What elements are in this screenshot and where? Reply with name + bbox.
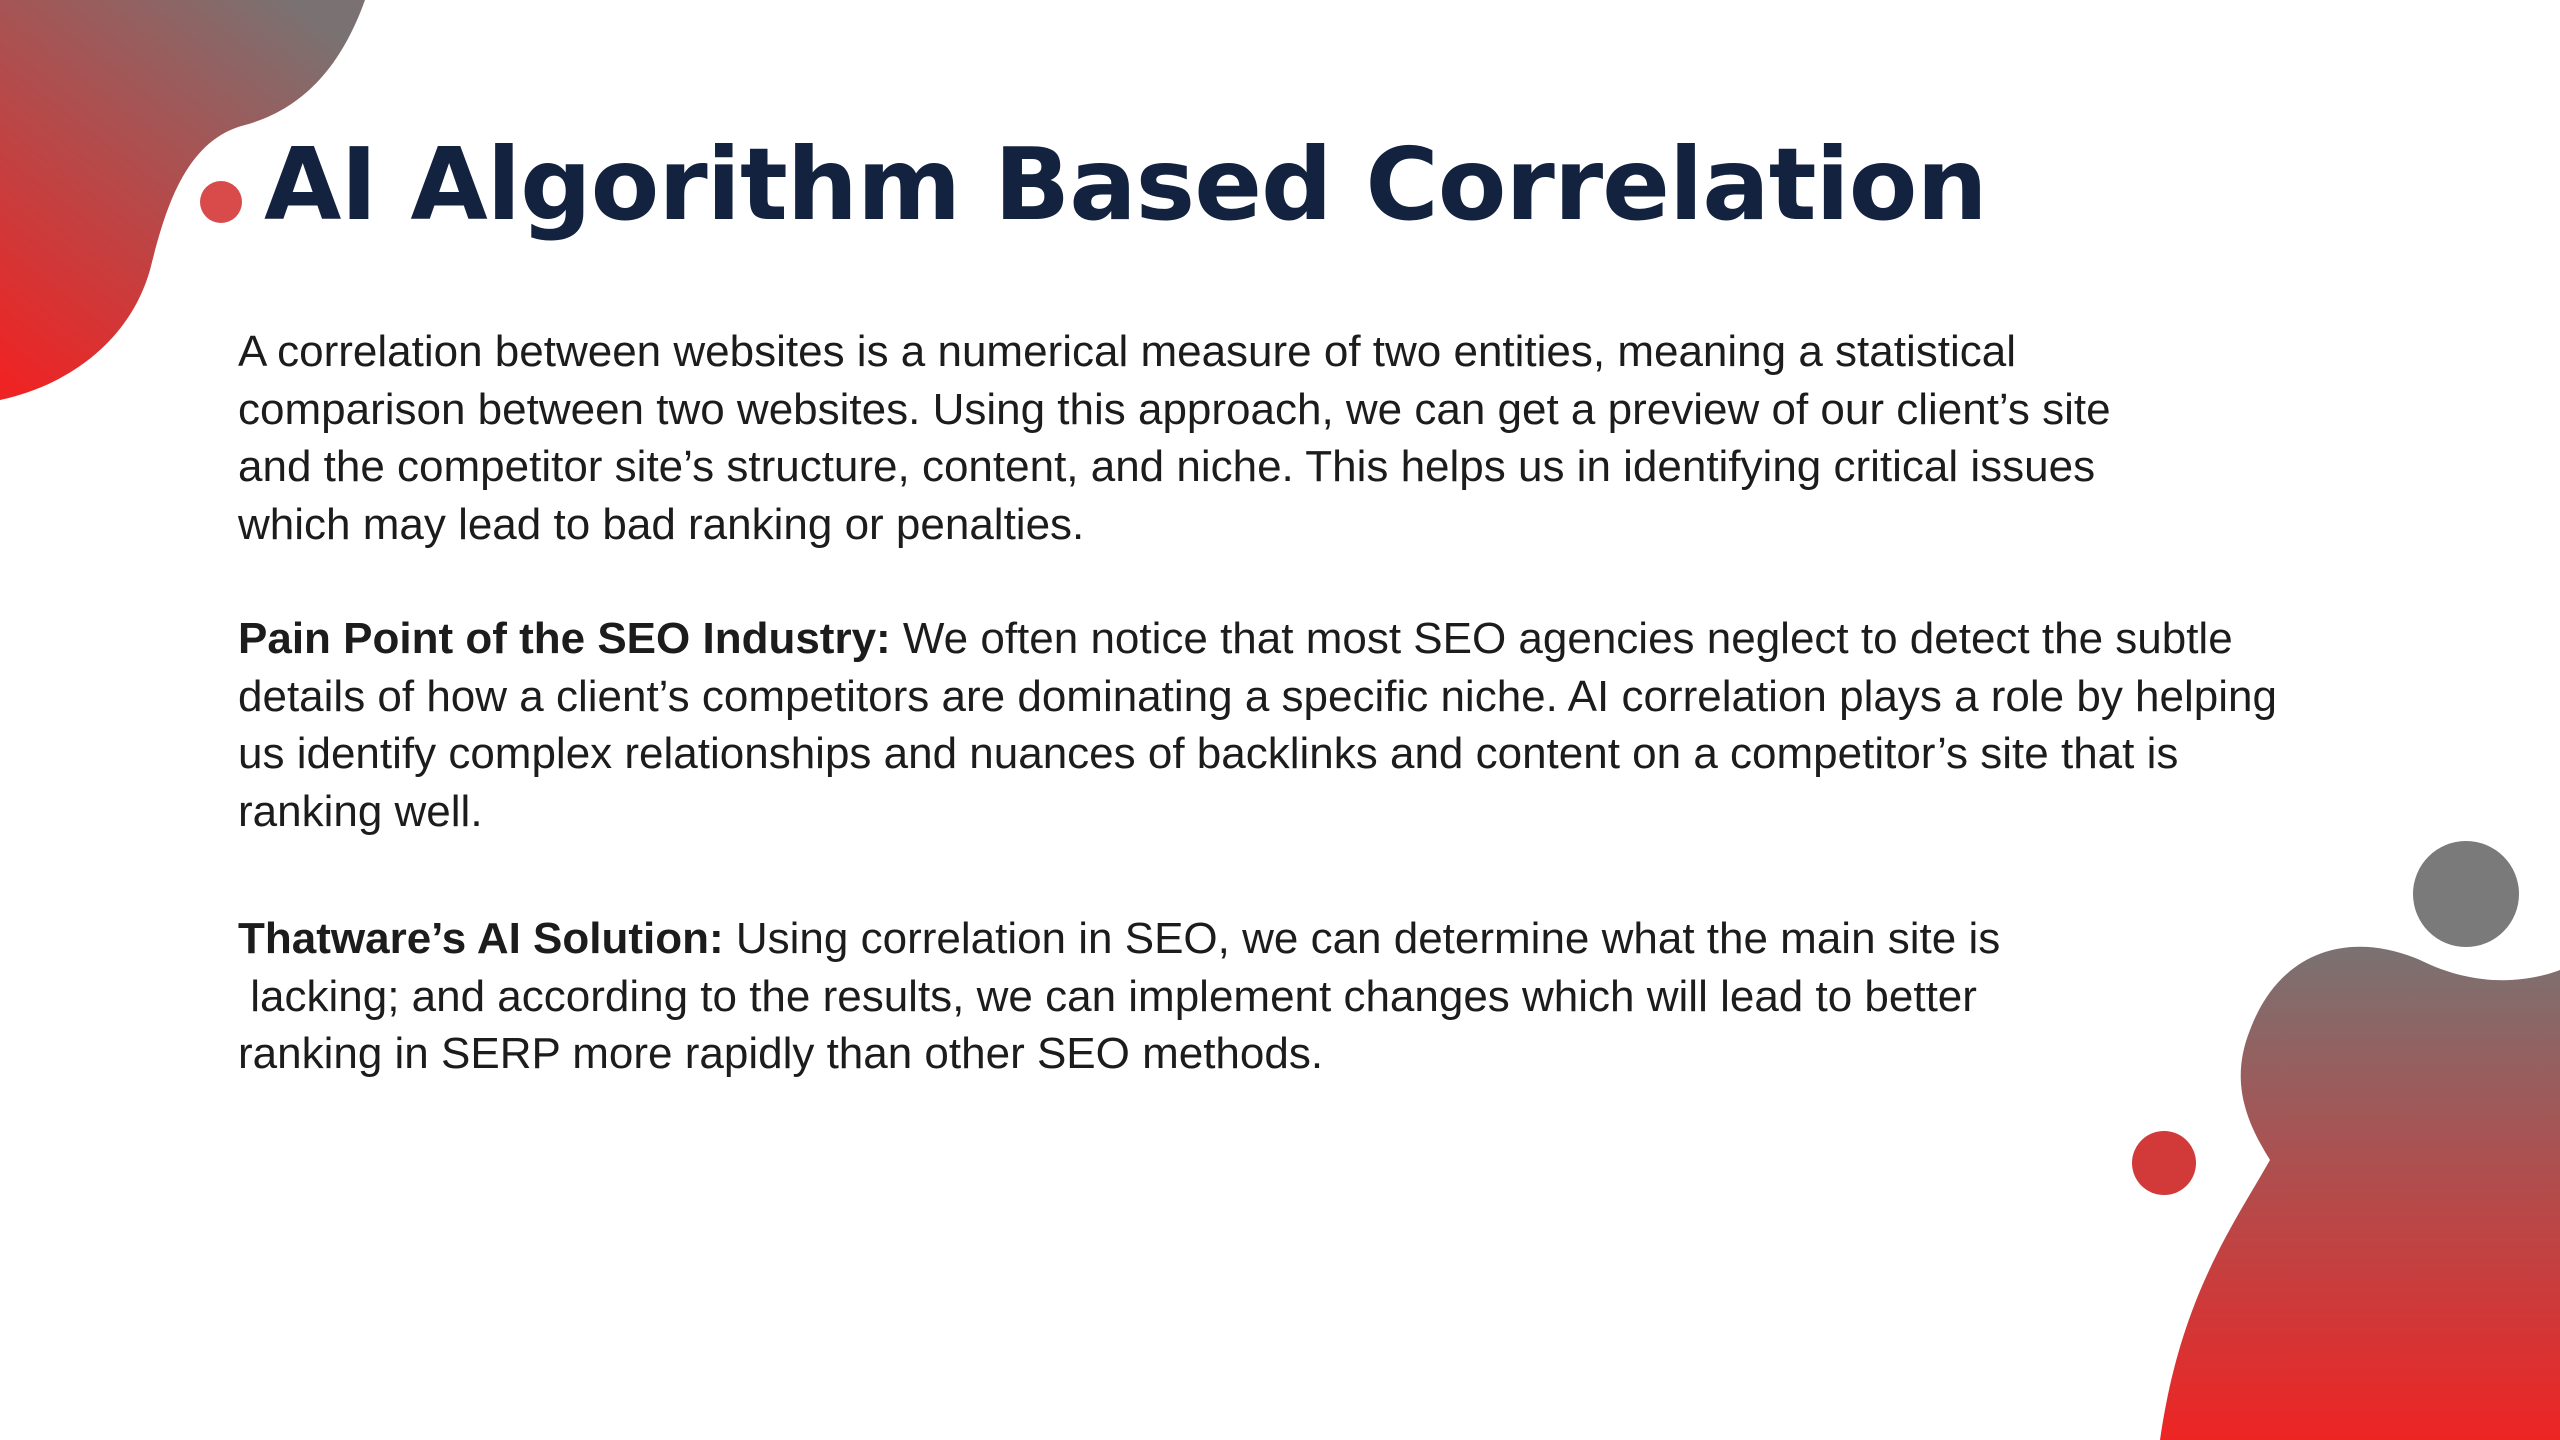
paragraph-pain-point [238,610,2478,840]
paragraph-line: which may lead to bad ranking or penalties. [238,499,1085,549]
paragraph-line: lacking; and according to the results, we can implement changes which will lead to better [238,971,1977,1021]
slide-title: AI Algorithm Based Correlation [264,126,1987,243]
red-circle [2132,1131,2196,1195]
paragraph-line: comparison between two websites. Using this approach, we can get a preview of our client’s site [238,384,2111,434]
paragraph-line: us identify complex relationships and nuances of backlinks and content on a competitor’s site that is [238,729,2179,778]
title-row [200,120,1987,250]
slide-content [238,323,2478,1083]
paragraph-line [238,910,2478,968]
paragraph-line: A correlation between websites is a numerical measure of two entities, meaning a statistical [238,327,2016,376]
paragraph-line: ranking well. [238,786,483,836]
paragraph-ai-solution [238,910,2478,1083]
paragraph-line-text: Using correlation in SEO, we can determine what the main site is [723,914,2001,963]
paragraph-line: ranking in SERP more rapidly than other SEO methods. [238,1029,1324,1078]
paragraph-line: details of how a client’s competitors are dominating a specific niche. AI correlation plays a role by helping [238,671,2277,721]
pain-point-heading: Pain Point of the SEO Industry: [238,614,891,663]
paragraph-line: and the competitor site’s structure, content, and niche. This helps us in identifying critical issues [238,442,2096,491]
title-bullet [200,181,242,223]
paragraph-correlation-definition [238,323,2478,553]
ai-solution-heading: Thatware’s AI Solution: [238,914,724,963]
paragraph-line [238,610,2478,668]
paragraph-line-text: We often notice that most SEO agencies neglect to detect the subtle [890,614,2233,663]
